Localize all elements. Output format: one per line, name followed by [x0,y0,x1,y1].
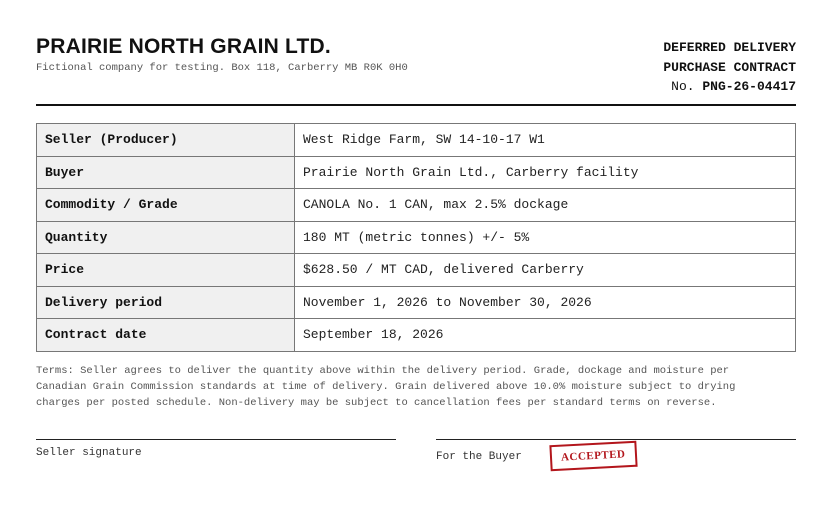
row-label-price: Price [37,254,295,287]
table-row [37,254,796,287]
accepted-stamp: ACCEPTED [549,441,637,471]
row-label-commodity: Commodity / Grade [37,189,295,222]
row-value-contract-date: September 18, 2026 [295,319,796,352]
doc-type-line2: PURCHASE CONTRACT [663,59,796,75]
row-label-buyer: Buyer [37,156,295,189]
contract-details-table [36,123,796,352]
contract-heading [663,38,796,97]
table-row [37,221,796,254]
row-label-contract-date: Contract date [37,319,295,352]
buyer-signature-line [436,439,796,440]
row-value-seller: West Ridge Farm, SW 14-10-17 W1 [295,124,796,157]
terms-line: Terms: Seller agrees to deliver the quantity above within the delivery period. Grade, dockage and moisture per [36,365,730,377]
row-label-seller: Seller (Producer) [37,124,295,157]
header-divider [36,104,796,106]
row-label-quantity: Quantity [37,221,295,254]
table-row [37,286,796,319]
contract-number-line [663,77,796,97]
table-row [37,319,796,352]
seller-signature-label: Seller signature [36,447,142,459]
row-value-buyer: Prairie North Grain Ltd., Carberry facility [295,156,796,189]
table-row [37,124,796,157]
terms-text [36,363,806,411]
terms-line: Canadian Grain Commission standards at time of delivery. Grain delivered above 10.0% moisture subject to drying [36,381,736,393]
row-value-delivery-period: November 1, 2026 to November 30, 2026 [295,286,796,319]
contract-number: PNG-26-04417 [702,79,796,94]
doc-type-line1: DEFERRED DELIVERY [663,40,796,55]
row-value-price: $628.50 / MT CAD, delivered Carberry [295,254,796,287]
row-value-quantity: 180 MT (metric tonnes) +/- 5% [295,221,796,254]
company-name: PRAIRIE NORTH GRAIN LTD. [36,35,331,58]
seller-signature-line [36,439,396,440]
contract-number-label: No. [671,79,695,94]
row-value-commodity: CANOLA No. 1 CAN, max 2.5% dockage [295,189,796,222]
company-subtitle: Fictional company for testing. Box 118, Carberry MB R0K 0H0 [36,62,408,74]
terms-line: charges per posted schedule. Non-delivery may be subject to cancellation fees per standard terms on reverse. [36,397,717,409]
table-row [37,156,796,189]
row-label-delivery-period: Delivery period [37,286,295,319]
table-row [37,189,796,222]
buyer-signature-label: For the Buyer [436,451,522,463]
